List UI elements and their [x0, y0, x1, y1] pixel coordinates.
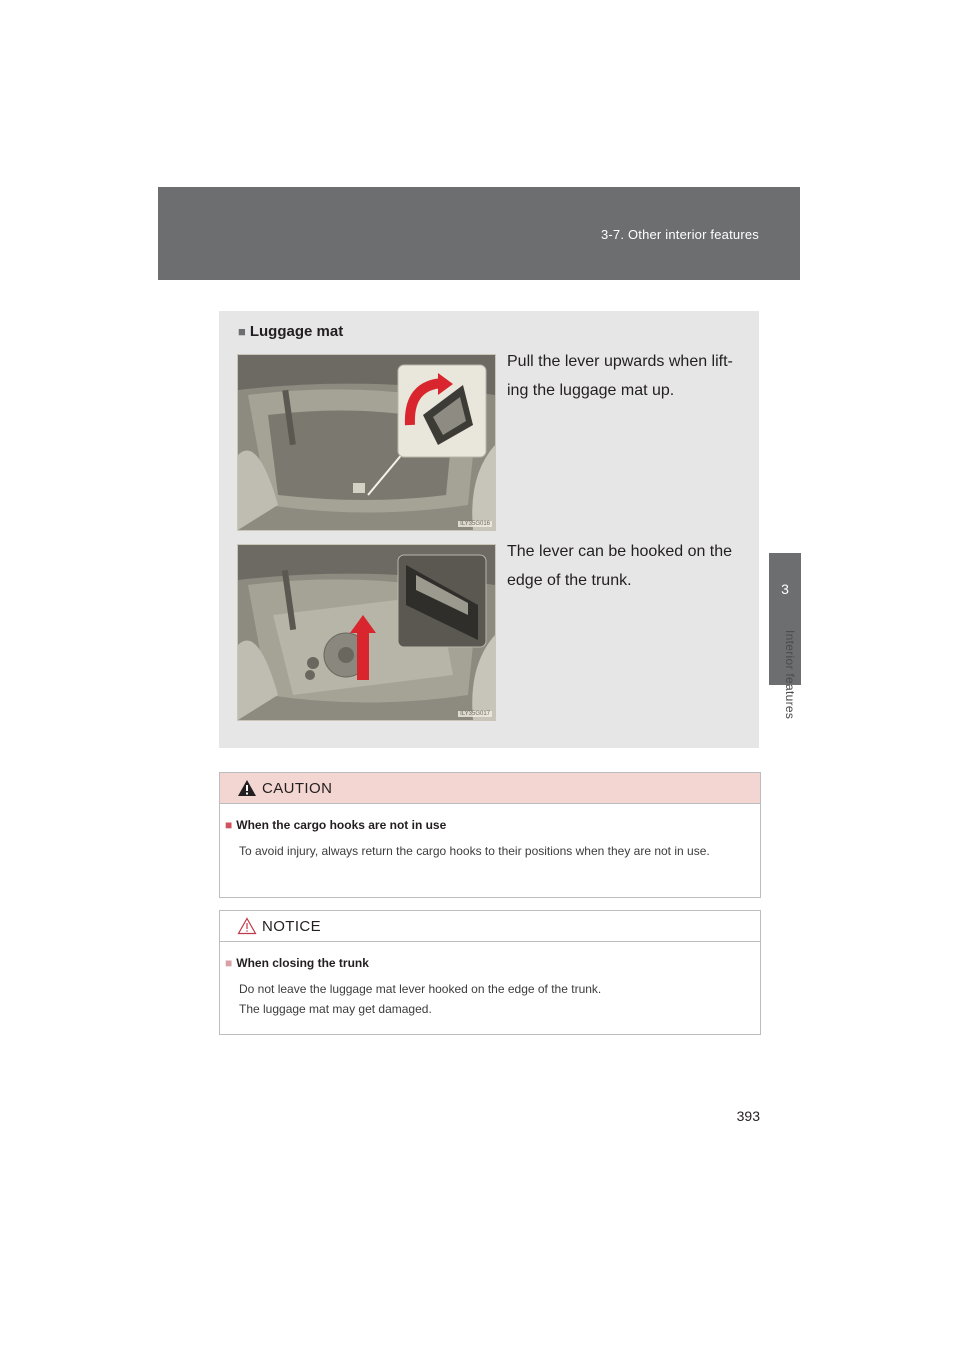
panel-heading: [238, 323, 343, 340]
warning-triangle-icon: [237, 779, 257, 797]
caution-title: CAUTION: [262, 779, 333, 797]
notice-subheading-text: When closing the trunk: [236, 956, 369, 970]
luggage-mat-panel: [219, 311, 759, 748]
notice-line: Do not leave the luggage mat lever hooked on the edge of the trunk.: [239, 982, 602, 996]
figure-2-caption: The lever can be hooked on the edge of the trunk.: [507, 543, 733, 589]
notice-subheading: [225, 956, 369, 970]
notice-header: [220, 911, 760, 942]
figure-code: ILY35G016: [460, 521, 490, 527]
panel-heading-text: Luggage mat: [249, 323, 344, 340]
trunk-illustration-1: [238, 355, 495, 530]
notice-box: [219, 910, 761, 1035]
square-bullet-icon: ■: [238, 324, 246, 339]
square-bullet-icon: ■: [225, 956, 233, 970]
caution-subheading-text: When the cargo hooks are not in use: [236, 818, 447, 832]
section-title: 3-7. Other interior features: [600, 227, 759, 242]
caution-body: To avoid injury, always return the cargo hooks to their positions when they are not in use.: [239, 844, 710, 858]
header-bar: [158, 187, 800, 280]
trunk-illustration-2: [238, 545, 495, 720]
notice-line: The luggage mat may get damaged.: [239, 1002, 432, 1016]
caution-header: [220, 773, 760, 804]
figure-1-caption: Pull the lever upwards when lift-ing the luggage mat up.: [507, 353, 733, 399]
square-bullet-icon: ■: [225, 818, 233, 832]
caution-box: [219, 772, 761, 898]
notice-body: [239, 979, 755, 1019]
chapter-number: 3: [781, 581, 789, 597]
figure-lift-lever: [237, 354, 496, 531]
page-number: 393: [736, 1108, 760, 1124]
warning-outline-icon: [237, 917, 257, 935]
notice-title: NOTICE: [262, 917, 322, 935]
caution-subheading: [225, 818, 446, 832]
chapter-label: Interior features: [783, 630, 797, 720]
figure-code: ILY35G017: [460, 711, 490, 717]
figure-hook-lever: [237, 544, 496, 721]
